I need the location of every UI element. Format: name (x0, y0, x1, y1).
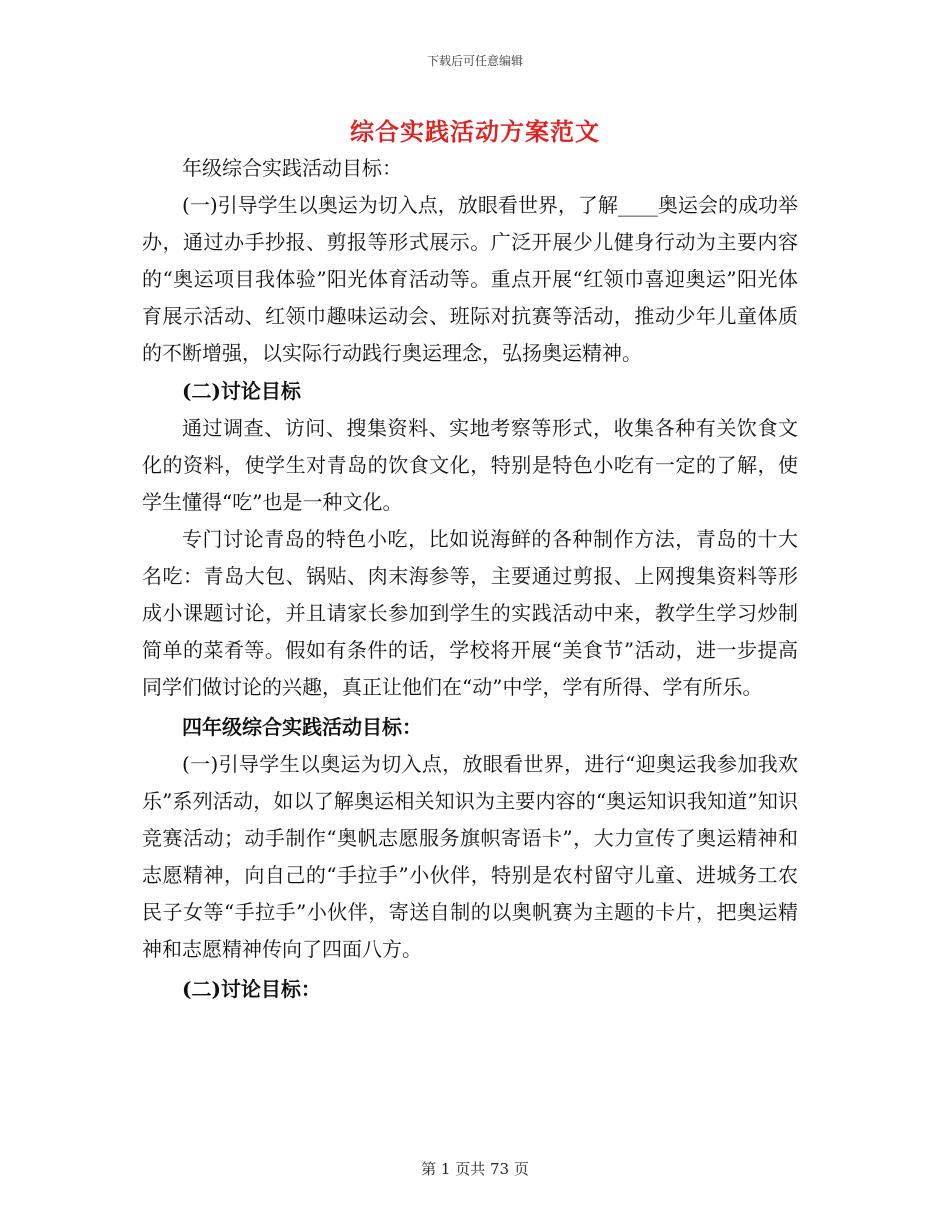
section-heading-discussion: (二)讨论目标 (182, 379, 301, 403)
paragraph-food-culture: 通过调查、访问、搜集资料、实地考察等形式，收集各种有关饮食文化的资料，使学生对青岛的饮食文化，特别是特色小吃有一定的了解，使学生懂得“吃”也是一种文化。 (142, 416, 798, 514)
paragraph-grade-goals: 年级综合实践活动目标： (182, 156, 402, 180)
document-title: 综合实践活动方案范文 (350, 117, 600, 146)
section-heading-discussion-2: (二)讨论目标： (182, 977, 321, 1001)
paragraph-qingdao-snacks: 专门讨论青岛的特色小吃，比如说海鲜的各种制作方法，青岛的十大名吃：青岛大包、锅贴、肉末海参等，主要通过剪报、上网搜集资料等形成小课题讨论，并且请家长参加到学生的实践活动中来，教学生学习炒制简单的菜肴等。假如有条件的话，学校将开展“美食节”活动，进一步提高同学们做讨论的兴趣，真正让他们在“动”中学，学有所得、学有所乐。 (142, 527, 798, 699)
document-body (142, 150, 798, 1008)
page-number: 第 1 页共 73 页 (421, 1160, 529, 1178)
section-heading-grade4: 四年级综合实践活动目标： (182, 715, 422, 739)
download-note: 下载后可任意编辑 (426, 54, 523, 68)
paragraph-olympic-goal: (一)引导学生以奥运为切入点，放眼看世界，了解____奥运会的成功举办，通过办手抄报、剪报等形式展示。广泛开展少儿健身行动为主要内容的“奥运项目我体验”阳光体育活动等。重点开展“红领巾喜迎奥运”阳光体育展示活动、红领巾趣味运动会、班际对抗赛等活动，推动少年儿童体质的不断增强，以实际行动践行奥运理念，弘扬奥运精神。 (142, 193, 798, 365)
paragraph-grade4-olympic: (一)引导学生以奥运为切入点，放眼看世界，进行“迎奥运我参加我欢乐”系列活动，如以了解奥运相关知识为主要内容的“奥运知识我知道”知识竞赛活动；动手制作“奥帆志愿服务旗帜寄语卡”，大力宣传了奥运精神和志愿精神，向自己的“手拉手”小伙伴，特别是农村留守儿童、进城务工农民子女等“手拉手”小伙伴，寄送自制的以奥帆赛为主题的卡片，把奥运精神和志愿精神传向了四面八方。 (142, 752, 798, 961)
